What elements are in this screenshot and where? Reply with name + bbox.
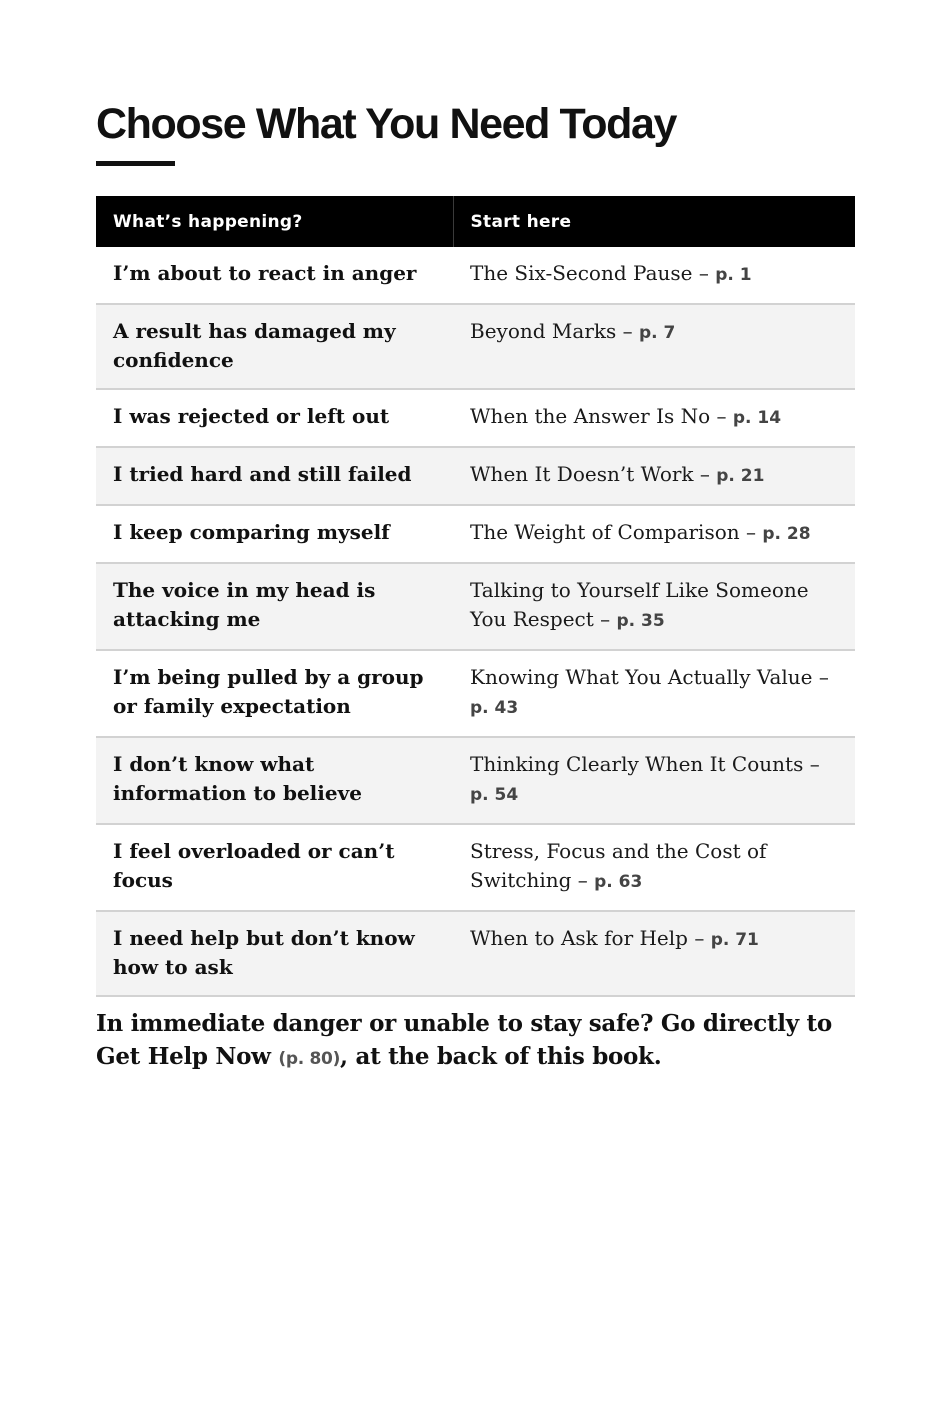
section-separator: – [803,752,820,776]
section-title: Beyond Marks [470,319,617,343]
emergency-note [96,1007,836,1076]
page-ref: p. 1 [715,265,752,285]
situation-cell: I don’t know what information to believe [96,737,453,824]
section-separator: – [693,462,717,486]
column-header-situation: What’s happening? [96,196,453,247]
section-title: When the Answer Is No [470,404,711,428]
start-here-cell [453,737,855,824]
start-here-cell [453,247,855,304]
section-separator: – [812,665,829,689]
page-ref: p. 7 [638,323,676,343]
table-row [96,505,855,563]
situation-cell: I feel overloaded or can’t focus [96,824,453,911]
section-separator: – [593,607,617,631]
title-underline [96,161,175,166]
start-here-cell [453,505,855,563]
situation-cell: I tried hard and still failed [96,447,453,505]
section-separator: – [616,319,639,343]
table-row [96,650,855,737]
situation-cell: I was rejected or left out [96,389,453,447]
section-title: Thinking Clearly When It Counts [470,752,804,776]
table-row [96,824,855,911]
start-here-cell [453,389,855,447]
section-title: When to Ask for Help [470,926,688,950]
start-here-cell [453,447,855,505]
situation-cell: I keep comparing myself [96,505,453,563]
table-row [96,737,855,824]
page-ref: p. 35 [616,611,665,631]
section-title: Talking to Yourself Like Someone You Respect [470,578,809,631]
section-separator: – [687,926,711,950]
page-ref: p. 63 [594,872,643,892]
table-row [96,304,855,389]
table-row [96,389,855,447]
start-here-cell [453,563,855,650]
situation-cell: I need help but don’t know how to ask [96,911,453,996]
table-row [96,911,855,996]
section-separator: – [692,261,716,285]
situation-cell: The voice in my head is attacking me [96,563,453,650]
page-ref: p. 14 [732,408,782,428]
situation-cell: I’m being pulled by a group or family expectation [96,650,453,737]
column-header-start-here: Start here [453,196,855,247]
page-ref: p. 43 [470,698,519,718]
page-title: Choose What You Need Today [96,100,676,148]
emergency-page-ref: (p. 80) [278,1049,341,1069]
table-row [96,447,855,505]
page-ref: p. 71 [710,930,759,950]
situation-cell: I’m about to react in anger [96,247,453,304]
emergency-note-tail: , at the back of this book. [340,1043,662,1070]
page-ref: p. 21 [716,466,765,486]
emergency-note-lead: In immediate danger or unable to stay safe? Go directly to Get Help Now [96,1010,832,1070]
section-separator: – [571,868,595,892]
section-title: The Six-Second Pause [470,261,693,285]
table-header-row [96,196,855,247]
table-row [96,563,855,650]
section-title: Knowing What You Actually Value [470,665,813,689]
situation-guide-table [96,196,855,997]
situation-cell: A result has damaged my confidence [96,304,453,389]
start-here-cell [453,824,855,911]
start-here-cell [453,911,855,996]
start-here-cell [453,304,855,389]
section-separator: – [710,404,733,428]
section-title: The Weight of Comparison [470,520,740,544]
page-ref: p. 54 [470,785,519,805]
section-separator: – [739,520,763,544]
section-title: Stress, Focus and the Cost of Switching [470,839,767,892]
section-title: When It Doesn’t Work [470,462,694,486]
page-ref: p. 28 [762,524,811,544]
start-here-cell [453,650,855,737]
table-row [96,247,855,304]
table-body [96,247,855,996]
